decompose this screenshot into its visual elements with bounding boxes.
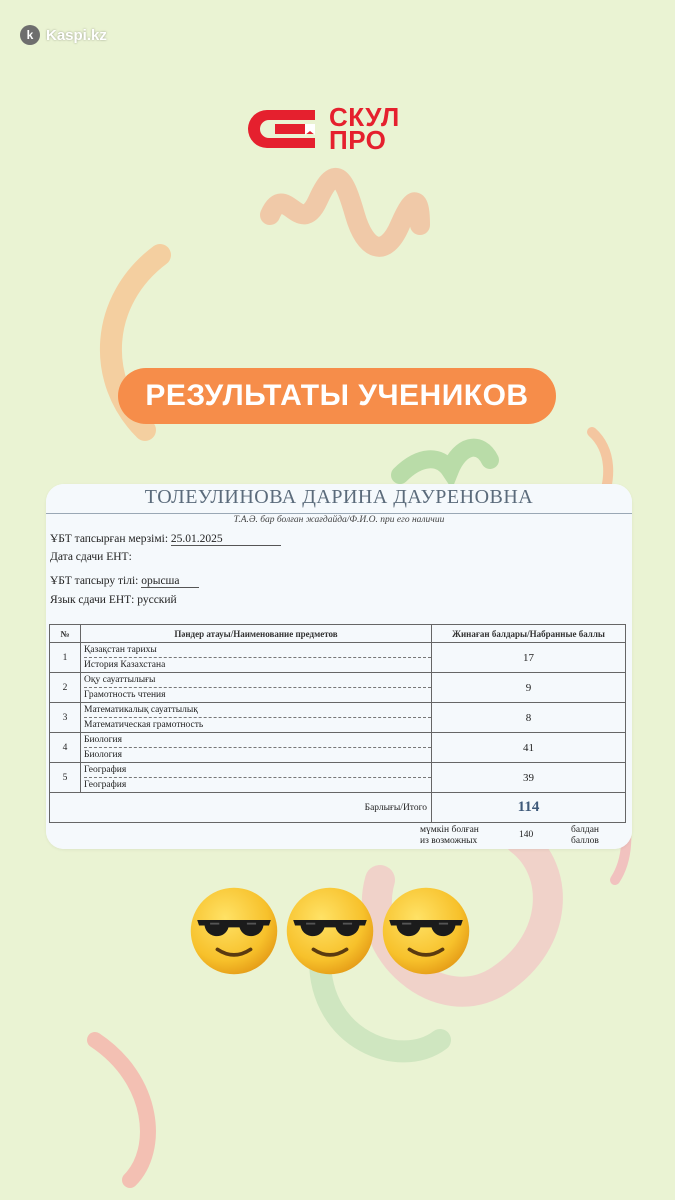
sunglasses-face-icon — [284, 885, 376, 977]
score-cell: 8 — [432, 703, 626, 733]
table-row — [50, 643, 626, 673]
possible-value: 140 — [519, 830, 534, 840]
possible-label-kz: мүмкін болған — [420, 825, 479, 835]
points-label — [571, 825, 599, 847]
score-cell: 41 — [432, 733, 626, 763]
table-row — [50, 763, 626, 793]
sunglasses-face-icon — [188, 885, 280, 977]
scores-table — [49, 624, 626, 823]
possible-label — [420, 825, 479, 847]
score-cell: 9 — [432, 673, 626, 703]
table-header-row — [50, 625, 626, 643]
subject-kz: Қазақстан тарихы — [84, 644, 431, 658]
logo-line-1: СКУЛ — [329, 102, 400, 132]
score-cell: 17 — [432, 643, 626, 673]
subject-cell — [81, 643, 432, 673]
subject-cell — [81, 673, 432, 703]
points-label-ru: баллов — [571, 836, 599, 846]
sunglasses-face-icon — [380, 885, 472, 977]
skul-pro-logo — [245, 104, 400, 154]
results-banner — [118, 368, 556, 424]
logo-mark-icon — [245, 104, 323, 154]
subject-kz: География — [84, 764, 431, 778]
date-label-ru: Дата сдачи ЕНТ: — [50, 551, 132, 563]
subject-ru: География — [84, 779, 127, 790]
subject-kz: Биология — [84, 734, 431, 748]
date-row — [50, 533, 281, 546]
points-label-kz: балдан — [571, 825, 600, 835]
subject-kz: Оқу сауаттылығы — [84, 674, 431, 688]
name-caption: Т.А.Ә. бар болған жағдайда/Ф.И.О. при его наличии — [233, 515, 445, 525]
student-name: ТОЛЕУЛИНОВА ДАРИНА ДАУРЕНОВНА — [144, 486, 534, 508]
certificate-card — [46, 484, 632, 849]
kaspi-text: Kaspi.kz — [46, 26, 107, 44]
table-row — [50, 673, 626, 703]
table-row — [50, 733, 626, 763]
lang-label-kz: ҰБТ тапсыру тілі: — [50, 575, 139, 587]
emoji-row — [188, 885, 472, 977]
date-value: 25.01.2025 — [171, 533, 281, 546]
subject-ru: Грамотность чтения — [84, 689, 166, 700]
subject-kz: Математикалық сауаттылық — [84, 704, 431, 718]
total-row — [50, 793, 626, 823]
subject-cell — [81, 703, 432, 733]
lang-row-ru — [50, 594, 177, 606]
subject-cell — [81, 763, 432, 793]
kaspi-logo-icon: k — [20, 25, 40, 45]
name-rule — [46, 513, 632, 514]
lang-value-kz: орысша — [141, 575, 199, 588]
header-score: Жинаған балдары/Набранные баллы — [432, 625, 626, 643]
row-number: 5 — [50, 763, 81, 793]
kaspi-watermark — [20, 25, 107, 45]
lang-label-ru: Язык сдачи ЕНТ: — [50, 594, 135, 606]
banner-title: РЕЗУЛЬТАТЫ УЧЕНИКОВ — [145, 379, 529, 412]
score-cell: 39 — [432, 763, 626, 793]
total-value: 114 — [432, 793, 626, 823]
lang-row-kz — [50, 575, 199, 588]
subject-ru: Математическая грамотность — [84, 719, 204, 730]
row-number: 3 — [50, 703, 81, 733]
row-number: 2 — [50, 673, 81, 703]
possible-label-ru: из возможных — [420, 836, 478, 846]
table-row — [50, 703, 626, 733]
date-label-kz: ҰБТ тапсырған мерзімі: — [50, 533, 169, 545]
row-number: 4 — [50, 733, 81, 763]
header-number: № — [50, 625, 81, 643]
row-number: 1 — [50, 643, 81, 673]
logo-line-2: ПРО — [329, 125, 387, 155]
header-subject: Пәндер атауы/Наименование предметов — [81, 625, 432, 643]
subject-ru: История Казахстана — [84, 659, 166, 670]
lang-value-ru: русский — [137, 594, 177, 606]
subject-ru: Биология — [84, 749, 123, 760]
subject-cell — [81, 733, 432, 763]
total-label: Барлығы/Итого — [50, 793, 432, 823]
